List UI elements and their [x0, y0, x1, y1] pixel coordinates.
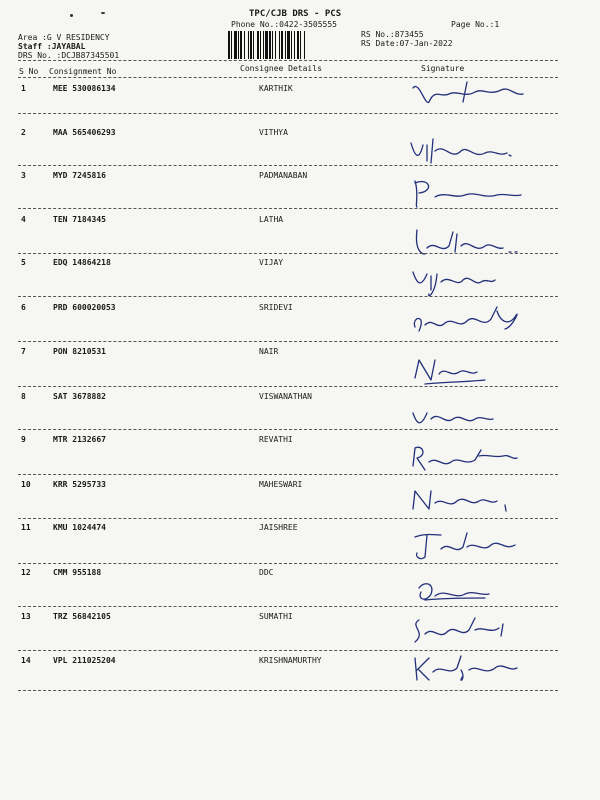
consignee-name: MAHESWARI	[259, 480, 303, 489]
consignment-number: KMU 1024474	[53, 523, 106, 532]
consignee-name: KRISHNAMURTHY	[259, 656, 322, 665]
rs-number: RS No.:873455	[361, 30, 424, 39]
consignment-number: TRZ 56842105	[53, 612, 111, 621]
row-divider	[18, 113, 558, 114]
consignment-number: MEE 530086134	[53, 84, 116, 93]
consignee-name: SUMATHI	[259, 612, 293, 621]
consignee-name: VITHYA	[259, 128, 288, 137]
consignment-number: MYD 7245816	[53, 171, 106, 180]
serial-number: 4	[21, 215, 26, 224]
consignment-number: SAT 3678882	[53, 392, 106, 401]
row-divider	[18, 474, 558, 475]
sridevi-signature	[405, 303, 530, 341]
consignment-number: PRD 600020053	[53, 303, 116, 312]
sumathi-signature	[405, 612, 530, 650]
consignee-name: SRIDEVI	[259, 303, 293, 312]
serial-number: 12	[21, 568, 31, 577]
row-divider	[18, 253, 558, 254]
column-header-signature: Signature	[421, 64, 465, 73]
row-divider	[18, 518, 558, 519]
scan-speck	[101, 12, 105, 14]
serial-number: 2	[21, 128, 26, 137]
column-header-consignee: Consignee Details	[240, 64, 322, 73]
consignment-number: MTR 2132667	[53, 435, 106, 444]
barcode-image	[228, 31, 355, 59]
row-divider	[18, 208, 558, 209]
revathi-signature	[405, 440, 530, 478]
consignment-number: KRR 5295733	[53, 480, 106, 489]
rs-date: RS Date:07-Jan-2022	[361, 39, 453, 48]
scan-speck	[70, 14, 73, 17]
serial-number: 13	[21, 612, 31, 621]
row-divider	[18, 606, 558, 607]
consignment-number: TEN 7184345	[53, 215, 106, 224]
consignment-number: MAA 565406293	[53, 128, 116, 137]
viswanathan-signature	[405, 399, 530, 437]
serial-number: 14	[21, 656, 31, 665]
consignee-name: JAISHREE	[259, 523, 298, 532]
serial-number: 10	[21, 480, 31, 489]
row-divider	[18, 341, 558, 342]
serial-number: 6	[21, 303, 26, 312]
serial-number: 8	[21, 392, 26, 401]
document-title: TPC/CJB DRS - PCS	[249, 9, 342, 19]
column-header-consignment: Consignment No	[49, 67, 117, 76]
area-label: Area :G V RESIDENCY	[18, 33, 110, 42]
consignee-name: REVATHI	[259, 435, 293, 444]
nair-signature	[405, 352, 530, 390]
consignment-number: VPL 211025204	[53, 656, 116, 665]
drs-number: DRS No. :DCJB87345501	[18, 51, 120, 60]
krishnamurthy-signature	[405, 650, 530, 688]
serial-number: 5	[21, 258, 26, 267]
maheswari-signature	[405, 483, 530, 521]
karthik-signature	[405, 76, 530, 114]
consignment-number: PON 8210531	[53, 347, 106, 356]
serial-number: 3	[21, 171, 26, 180]
page-number: Page No.:1	[451, 20, 500, 29]
consignee-name: VIJAY	[259, 258, 284, 267]
row-divider	[18, 563, 558, 564]
row-divider	[18, 690, 558, 691]
column-header-sno: S No	[19, 67, 39, 76]
barcode-bar	[305, 31, 307, 59]
consignment-number: EDQ 14864218	[53, 258, 111, 267]
consignee-name: NAIR	[259, 347, 279, 356]
consignee-name: DDC	[259, 568, 274, 577]
serial-number: 11	[21, 523, 31, 532]
phone-number: Phone No.:0422-3505555	[231, 20, 337, 29]
row-divider	[18, 386, 558, 387]
padmanaban-signature	[405, 173, 530, 211]
header-rule	[18, 60, 558, 61]
row-divider	[18, 429, 558, 430]
consignment-number: CMM 955188	[53, 568, 102, 577]
latha-signature	[405, 224, 530, 262]
serial-number: 9	[21, 435, 26, 444]
consignee-name: LATHA	[259, 215, 284, 224]
row-divider	[18, 165, 558, 166]
consignee-name: KARTHIK	[259, 84, 293, 93]
serial-number: 1	[21, 84, 26, 93]
jaishree-signature	[405, 527, 530, 565]
consignee-name: PADMANABAN	[259, 171, 308, 180]
serial-number: 7	[21, 347, 26, 356]
consignee-name: VISWANATHAN	[259, 392, 312, 401]
row-divider	[18, 296, 558, 297]
staff-label: Staff :JAYABAL	[18, 42, 86, 51]
